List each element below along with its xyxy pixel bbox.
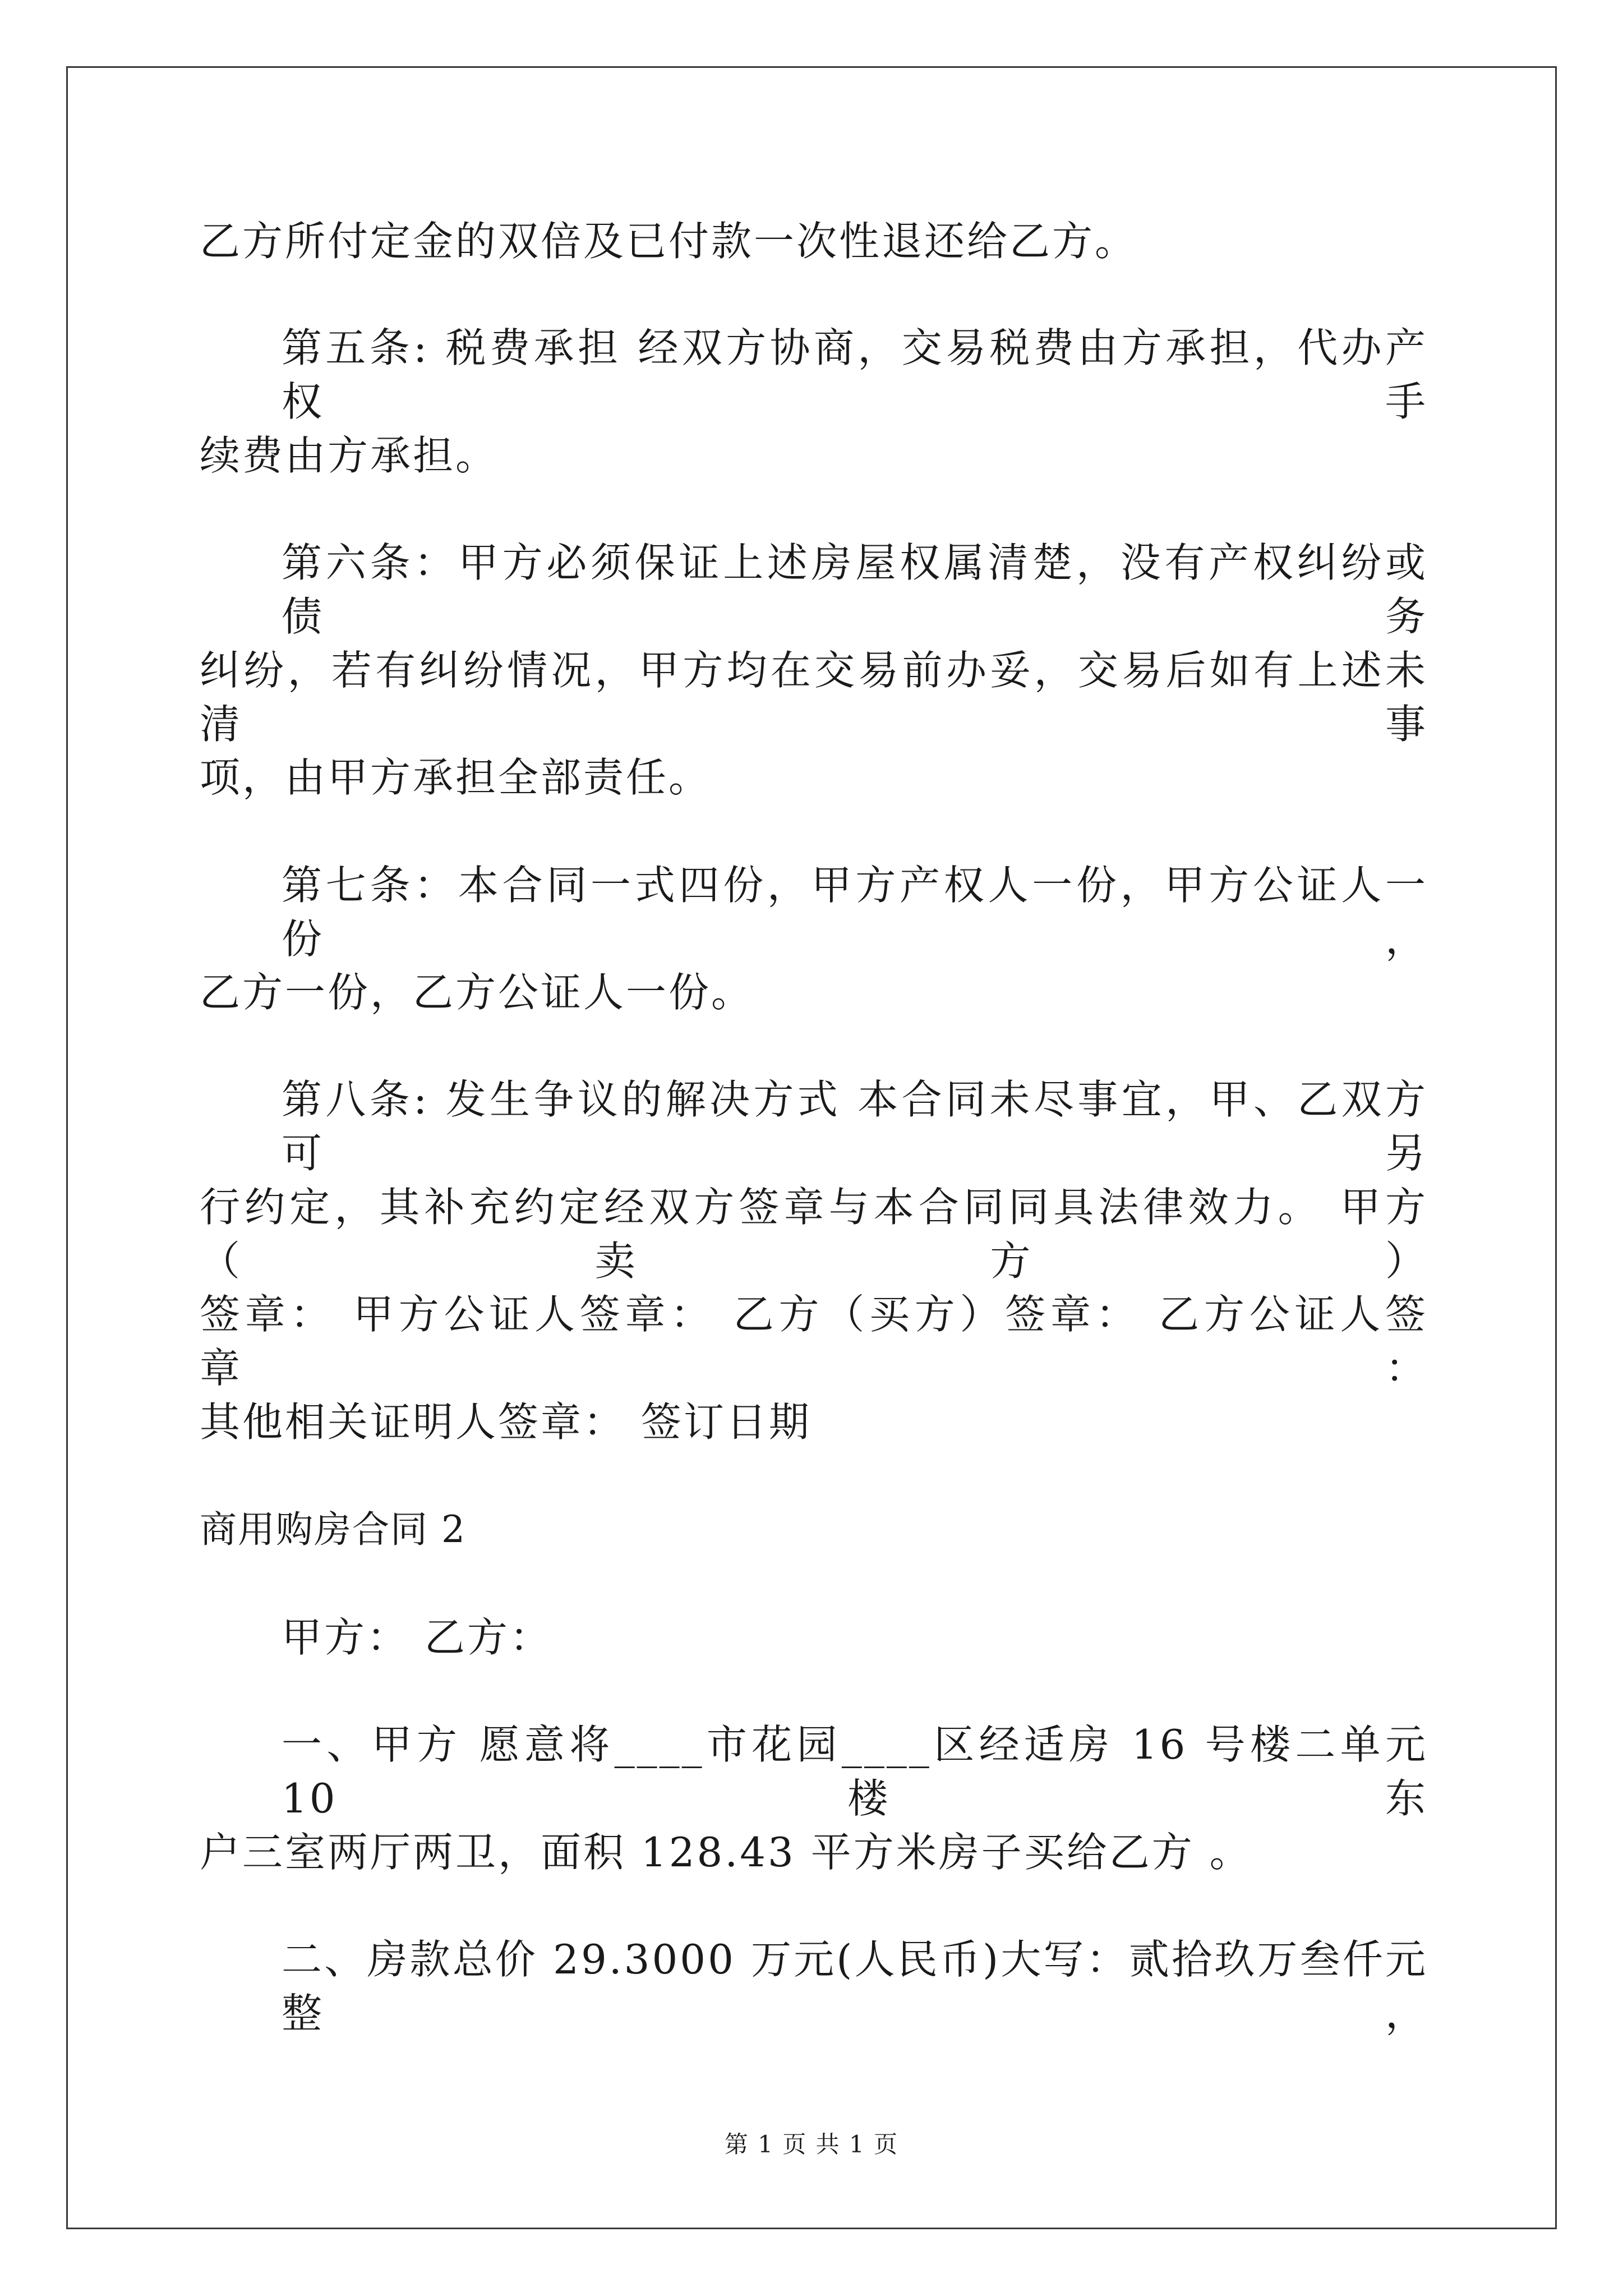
- article-5-line-1: 第五条: 税费承担 经双方协商，交易税费由方承担，代办产权手: [282, 324, 1428, 425]
- signature-line: 签章： 甲方公证人签章： 乙方（买方）签章： 乙方公证人签章：: [200, 1291, 1428, 1392]
- clause-1-line-1: 一、甲方 愿意将____市花园____区经适房 16 号楼二单元 10 楼东: [282, 1721, 1428, 1822]
- paragraph-line: 乙方所付定金的双倍及已付款一次性退还给乙方。: [200, 218, 1138, 265]
- clause-1-line-2: 户三室两厅两卫，面积 128.43 平方米房子买给乙方 。: [200, 1829, 1252, 1876]
- contract-2-title: 商用购房合同 2: [200, 1508, 466, 1551]
- article-6-line-2: 纠纷，若有纠纷情况，甲方均在交易前办妥，交易后如有上述未清事: [200, 647, 1428, 748]
- signature-date-line: 其他相关证明人签章： 签订日期: [200, 1398, 811, 1446]
- article-8-line-1: 第八条: 发生争议的解决方式 本合同未尽事宜，甲、乙双方可另: [282, 1076, 1428, 1177]
- article-6-line-3: 项，由甲方承担全部责任。: [200, 754, 712, 801]
- article-6-line-1: 第六条：甲方必须保证上述房屋权属清楚，没有产权纠纷或债务: [282, 539, 1428, 640]
- parties-line: 甲方： 乙方：: [282, 1614, 552, 1661]
- article-7-line-1: 第七条：本合同一式四份，甲方产权人一份，甲方公证人一份，: [282, 862, 1428, 963]
- article-5-line-2: 续费由方承担。: [200, 432, 499, 479]
- page-number-footer: 第 1 页 共 1 页: [724, 2131, 899, 2158]
- article-8-line-2: 行约定，其补充约定经双方签章与本合同同具法律效力。 甲方（卖方）: [200, 1184, 1428, 1285]
- article-7-line-2: 乙方一份，乙方公证人一份。: [200, 969, 754, 1016]
- clause-2-line-1: 二、房款总价 29.3000 万元(人民币)大写：贰拾玖万叁仟元整，: [282, 1936, 1428, 2037]
